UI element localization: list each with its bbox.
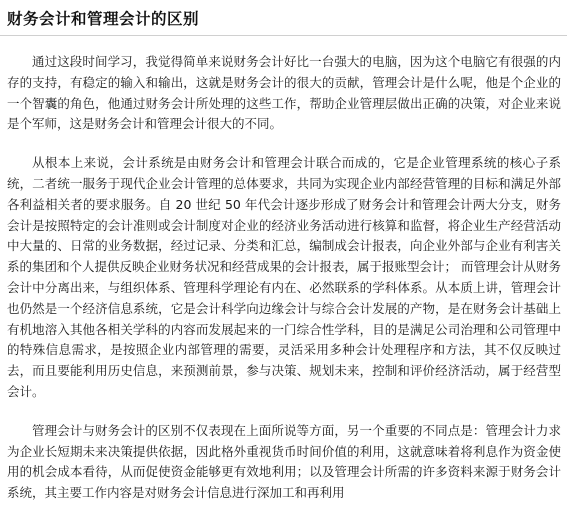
- paragraph-2: 从根本上来说，会计系统是由财务会计和管理会计联合而成的，它是企业管理系统的核心子系统，二者统一服务于现代企业会计管理的总体要求，共同为实现企业内部经营管理的目标和满足外部各利益相关者的要求服务。自 20 世纪 50 年代会计逐步形成了财务会计和管理会计两大分支，财务会计是按照特定的会计准则或会计制度对企业的经济业务活动进行核算和监督，将企业生产经营活动中大量的、日常的业务数据，经过记录、分类和汇总，编制成会计报表，向企业外部与企业有利害关系的集团和个人提供反映企业财务状况和经营成果的会计报表，属于报账型会计； 而管理会计从财务会计中分离出来，与组织体系、管理科学理论有内在、必然联系的学科体系。从本质上讲，管理会计也仍然是一个经济信息系统，它是会计科学向边缘会计与综合会计发展的产物，是在财务会计基础上有机地溶入其他各相关学科的内容而发展起来的一门综合性学科，目的是满足公司治理和公司管理中的特殊信息需求，是按照企业内部管理的需要，灵活采用多种会计处理程序和方法，其不仅反映过去，而且要能利用历史信息，来预测前景，参与决策、规划未来，控制和评价经济活动，属于经营型会计。: [7, 155, 561, 399]
- paragraph-1: 通过这段时间学习，我觉得简单来说财务会计好比一台强大的电脑，因为这个电脑它有很强的内存的支持，有稳定的输入和输出，这就是财务会计的很大的贡献，管理会计是什么呢，他是个企业的一个智囊的角色，他通过财务会计所处理的这些工作，帮助企业管理层做出正确的决策，对企业来说是个军师，这是财务会计和管理会计很大的不同。: [7, 54, 561, 132]
- article-body: [0, 36, 567, 504]
- article-title: 财务会计和管理会计的区别: [7, 10, 200, 28]
- paragraph-3: 管理会计与财务会计的区别不仅表现在上面所说等方面，另一个重要的不同点是：管理会计力求为企业长短期未来决策提供依据，因此格外重视货币时间价值的利用，这就意味着将利息作为资金使用的机会成本看待，从而促使资金能够更有效地利用；以及管理会计所需的许多资料来源于财务会计系统，其主要工作内容是对财务会计信息进行深加工和再利用: [7, 422, 561, 501]
